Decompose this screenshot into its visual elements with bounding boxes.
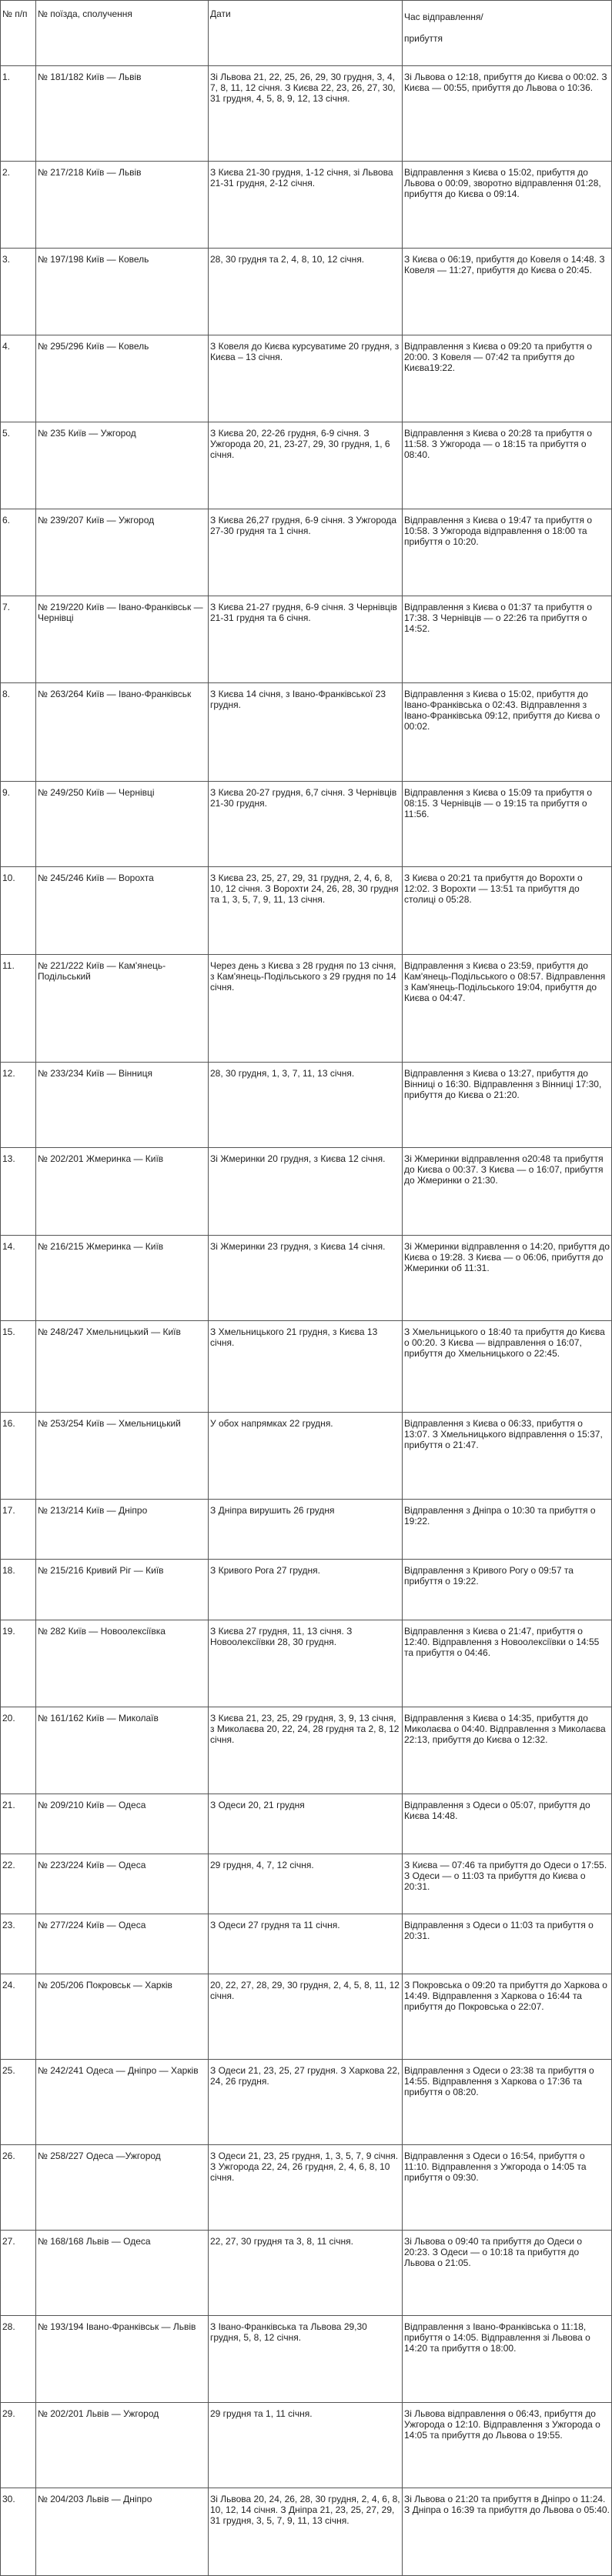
cell-time: Відправлення з Кривого Рогу о 09:57 та прибуття о 19:22. — [403, 1560, 612, 1620]
cell-time: Відправлення з Києва о 15:02, прибуття до Львова о 00:09, зворотно відправлення 01:28, прибуття до Києва о 09:14. — [403, 162, 612, 249]
table-row — [1, 66, 612, 162]
cell-time: Зі Львова відправлення о 06:43, прибуття до Ужгорода о 12:10. Відправлення з Ужгорода о 14:05 та прибуття до Львова о 19:55. — [403, 2403, 612, 2488]
table-row — [1, 782, 612, 867]
cell-train: № 239/207 Київ — Ужгород — [36, 509, 209, 596]
cell-time: Відправлення з Києва о 23:59, прибуття до Кам'янець-Подільського о 08:57. Відправлення з Кам'янець-Подільського 19:04, прибуття до Києва о 04:47. — [403, 955, 612, 1063]
cell-num: 5. — [1, 422, 36, 509]
cell-time: Відправлення з Києва о 15:02, прибуття до Івано-Франківська о 02:43. Відправлення з Івано-Франківська 09:12, прибуття до Києва о 00:02. — [403, 683, 612, 782]
cell-num: 13. — [1, 1148, 36, 1236]
cell-dates: Зі Жмеринки 23 грудня, з Києва 14 січня. — [209, 1236, 403, 1321]
cell-num: 8. — [1, 683, 36, 782]
cell-num: 11. — [1, 955, 36, 1063]
cell-train: № 217/218 Київ — Львів — [36, 162, 209, 249]
cell-train: № 282 Київ — Новоолексіївка — [36, 1620, 209, 1707]
cell-train: № 248/247 Хмельницький — Київ — [36, 1321, 209, 1413]
cell-dates: З Києва 27 грудня, 11, 13 січня. З Новоолексіївки 28, 30 грудня. — [209, 1620, 403, 1707]
cell-time: Відправлення з Одеси о 05:07, прибуття до Києва 14:48. — [403, 1794, 612, 1854]
cell-train: № 209/210 Київ — Одеса — [36, 1794, 209, 1854]
cell-time: Зі Львова о 12:18, прибуття до Києва о 00:02. З Києва — 00:55, прибуття до Львова о 10:36. — [403, 66, 612, 162]
cell-time: Відправлення з Києва о 13:27, прибуття до Вінниці о 16:30. Відправлення з Вінниці 17:30, прибуття до Києва о 21:20. — [403, 1063, 612, 1148]
cell-dates: 29 грудня, 4, 7, 12 січня. — [209, 1854, 403, 1914]
header-time-line2: прибуття — [404, 33, 443, 44]
table-row — [1, 1148, 612, 1236]
cell-dates: З Києва 21-30 грудня, 1-12 січня, зі Львова 21-31 грудня, 2-12 січня. — [209, 162, 403, 249]
table-row — [1, 955, 612, 1063]
cell-time: Зі Жмеринки відправлення о20:48 та прибуття до Києва о 00:37. З Києва — о 16:07, прибуття до Жмеринки о 21:30. — [403, 1148, 612, 1236]
cell-num: 2. — [1, 162, 36, 249]
table-row — [1, 1413, 612, 1500]
table-row — [1, 2488, 612, 2576]
cell-num: 30. — [1, 2488, 36, 2576]
cell-time: Відправлення з Києва о 20:28 та прибуття о 11:58. З Ужгорода — о 18:15 та прибуття о 08:40. — [403, 422, 612, 509]
cell-train: № 223/224 Київ — Одеса — [36, 1854, 209, 1914]
cell-dates: Зі Жмеринки 20 грудня, з Києва 12 січня. — [209, 1148, 403, 1236]
cell-train: № 249/250 Київ — Чернівці — [36, 782, 209, 867]
cell-time: Відправлення з Києва о 19:47 та прибуття о 10:58. З Ужгорода відправлення о 18:00 та прибуття о 10:20. — [403, 509, 612, 596]
cell-num: 29. — [1, 2403, 36, 2488]
cell-train: № 258/227 Одеса —Ужгород — [36, 2145, 209, 2231]
cell-train: № 161/162 Київ — Миколаїв — [36, 1707, 209, 1794]
cell-num: 15. — [1, 1321, 36, 1413]
cell-train: № 295/296 Київ — Ковель — [36, 335, 209, 422]
cell-dates: З Одеси 21, 23, 25, 27 грудня. З Харкова 22, 24, 26 грудня. — [209, 2060, 403, 2145]
table-row — [1, 249, 612, 335]
table-row — [1, 683, 612, 782]
cell-num: 18. — [1, 1560, 36, 1620]
cell-dates: З Одеси 21, 23, 25 грудня, 1, 3, 5, 7, 9 січня. З Ужгорода 22, 24, 26 грудня, 2, 4, 6, 8, 10 січня. — [209, 2145, 403, 2231]
table-row — [1, 867, 612, 955]
cell-num: 10. — [1, 867, 36, 955]
cell-train: № 215/216 Кривий Ріг — Київ — [36, 1560, 209, 1620]
cell-dates: З Києва 21-27 грудня, 6-9 січня. З Чернівців 21-31 грудня та 6 січня. — [209, 596, 403, 683]
cell-num: 12. — [1, 1063, 36, 1148]
header-time — [403, 1, 612, 66]
table-row — [1, 2145, 612, 2231]
cell-train: № 277/224 Київ — Одеса — [36, 1914, 209, 1974]
cell-dates: З Одеси 20, 21 грудня — [209, 1794, 403, 1854]
table-row — [1, 1707, 612, 1794]
cell-dates: 22, 27, 30 грудня та 3, 8, 11 січня. — [209, 2231, 403, 2316]
cell-num: 16. — [1, 1413, 36, 1500]
table-row — [1, 2403, 612, 2488]
cell-dates: З Одеси 27 грудня та 11 січня. — [209, 1914, 403, 1974]
header-dates: Дати — [209, 1, 403, 66]
cell-train: № 202/201 Жмеринка — Київ — [36, 1148, 209, 1236]
cell-train: № 219/220 Київ — Івано-Франківськ — Чернівці — [36, 596, 209, 683]
cell-num: 1. — [1, 66, 36, 162]
cell-time: Відправлення з Києва о 06:33, прибуття о 13:07. З Хмельницького відправлення о 15:37, прибуття о 21:47. — [403, 1413, 612, 1500]
table-row — [1, 162, 612, 249]
cell-dates: Зі Львова 20, 24, 26, 28, 30 грудня, 2, 4, 6, 8, 10, 12, 14 січня. З Дніпра 21, 23, 25, 27, 29, 31 грудня, 3, 5, 7, 9, 11, 13 січня. — [209, 2488, 403, 2576]
cell-time: Зі Жмеринки відправлення о 14:20, прибуття до Києва о 19:28. З Києва — о 06:06, прибуття до Жмеринки об 11:31. — [403, 1236, 612, 1321]
table-row — [1, 509, 612, 596]
cell-time: Відправлення з Дніпра о 10:30 та прибуття о 19:22. — [403, 1500, 612, 1560]
cell-dates: З Києва 21, 23, 25, 29 грудня, 3, 9, 13 січня, з Миколаєва 20, 22, 24, 28 грудня та 2, 8, 12 січня. — [209, 1707, 403, 1794]
cell-dates: З Києва 20-27 грудня, 6,7 січня. З Чернівців 21-30 грудня. — [209, 782, 403, 867]
cell-train: № 245/246 Київ — Ворохта — [36, 867, 209, 955]
cell-train: № 205/206 Покровськ — Харків — [36, 1974, 209, 2060]
cell-time: Зі Львова о 09:40 та прибуття до Одеси о 20:23. З Одеси — о 10:18 та прибуття до Львова о 21:05. — [403, 2231, 612, 2316]
header-time-line1: Час відправлення/ — [404, 12, 483, 22]
cell-time: Відправлення з Одеси о 16:54, прибуття о 11:10. Відправлення з Ужгорода о 14:05 та прибуття о 09:30. — [403, 2145, 612, 2231]
cell-train: № 181/182 Київ — Львів — [36, 66, 209, 162]
cell-time: Відправлення з Києва о 01:37 та прибуття о 17:38. З Чернівців — о 22:26 та прибуття о 14:52. — [403, 596, 612, 683]
cell-num: 3. — [1, 249, 36, 335]
cell-time: Відправлення з Одеси о 23:38 та прибуття о 14:55. Відправлення з Харкова о 17:36 та прибуття о 08:20. — [403, 2060, 612, 2145]
cell-num: 28. — [1, 2316, 36, 2403]
cell-time: Відправлення з Києва о 21:47, прибуття о 12:40. Відправлення з Новоолексіївки о 14:55 та прибуття о 04:46. — [403, 1620, 612, 1707]
cell-num: 23. — [1, 1914, 36, 1974]
cell-train: № 253/254 Київ — Хмельницький — [36, 1413, 209, 1500]
header-num: № п/п — [1, 1, 36, 66]
table-row — [1, 2231, 612, 2316]
cell-num: 24. — [1, 1974, 36, 2060]
cell-dates: З Хмельницького 21 грудня, з Києва 13 січня. — [209, 1321, 403, 1413]
cell-time: Відправлення з Івано-Франківська о 11:18, прибуття о 14:05. Відправлення зі Львова о 14:20 та прибуття о 18:00. — [403, 2316, 612, 2403]
table-row — [1, 335, 612, 422]
table-row — [1, 1620, 612, 1707]
cell-train: № 235 Київ — Ужгород — [36, 422, 209, 509]
table-row — [1, 596, 612, 683]
cell-num: 17. — [1, 1500, 36, 1560]
cell-dates: 28, 30 грудня, 1, 3, 7, 11, 13 січня. — [209, 1063, 403, 1148]
cell-num: 14. — [1, 1236, 36, 1321]
cell-dates: Через день з Києва з 28 грудня по 13 січня, з Кам'янець-Подільського з 29 грудня по 14 січня. — [209, 955, 403, 1063]
cell-time: Відправлення з Києва о 15:09 та прибуття о 08:15. З Чернівців — о 19:15 та прибуття о 11:56. — [403, 782, 612, 867]
table-row — [1, 1974, 612, 2060]
table-row — [1, 1063, 612, 1148]
table-row — [1, 1914, 612, 1974]
cell-dates: З Кривого Рога 27 грудня. — [209, 1560, 403, 1620]
cell-dates: З Києва 14 січня, з Івано-Франківської 23 грудня. — [209, 683, 403, 782]
cell-dates: З Києва 20, 22-26 грудня, 6-9 січня. З Ужгорода 20, 21, 23-27, 29, 30 грудня, 1, 6 січня. — [209, 422, 403, 509]
cell-dates: З Києва 23, 25, 27, 29, 31 грудня, 2, 4, 6, 8, 10, 12 січня. З Ворохти 24, 26, 28, 30 грудня та 1, 3, 5, 7, 9, 11, 13 січня. — [209, 867, 403, 955]
cell-time: Відправлення з Одеси о 11:03 та прибуття о 20:31. — [403, 1914, 612, 1974]
cell-train: № 168/168 Львів — Одеса — [36, 2231, 209, 2316]
table-body — [1, 66, 612, 2576]
table-row — [1, 1794, 612, 1854]
table-row — [1, 1560, 612, 1620]
cell-num: 6. — [1, 509, 36, 596]
table-row — [1, 1854, 612, 1914]
table-row — [1, 1321, 612, 1413]
cell-time: З Покровська о 09:20 та прибуття до Харкова о 14:49. Відправлення з Харкова о 16:44 та прибуття до Покровська о 22:07. — [403, 1974, 612, 2060]
cell-train: № 213/214 Київ — Дніпро — [36, 1500, 209, 1560]
header-row — [1, 1, 612, 66]
cell-train: № 193/194 Івано-Франківськ — Львів — [36, 2316, 209, 2403]
cell-train: № 216/215 Жмеринка — Київ — [36, 1236, 209, 1321]
cell-time: З Києва — 07:46 та прибуття до Одеси о 17:55. З Одеси — о 11:03 та прибуття до Києва о 20:31. — [403, 1854, 612, 1914]
cell-time: Відправлення з Києва о 14:35, прибуття до Миколаєва о 04:40. Відправлення з Миколаєва 22:13, прибуття до Києва о 12:32. — [403, 1707, 612, 1794]
cell-dates: З Києва 26,27 грудня, 6-9 січня. З Ужгорода 27-30 грудня та 1 січня. — [209, 509, 403, 596]
cell-dates: З Івано-Франківська та Львова 29,30 грудня, 5, 8, 12 січня. — [209, 2316, 403, 2403]
cell-time: Зі Львова о 21:20 та прибуття в Дніпро о 11:24. З Дніпра о 16:39 та прибуття до Львова о 05:40. — [403, 2488, 612, 2576]
cell-num: 22. — [1, 1854, 36, 1914]
cell-dates: 28, 30 грудня та 2, 4, 8, 10, 12 січня. — [209, 249, 403, 335]
cell-train: № 263/264 Київ — Івано-Франківськ — [36, 683, 209, 782]
cell-train: № 221/222 Київ — Кам'янець-Подільський — [36, 955, 209, 1063]
cell-dates: 20, 22, 27, 28, 29, 30 грудня, 2, 4, 5, 8, 11, 12 січня. — [209, 1974, 403, 2060]
cell-train: № 197/198 Київ — Ковель — [36, 249, 209, 335]
cell-time: З Хмельницького о 18:40 та прибуття до Києва о 00:20. З Києва — відправлення о 16:07, прибуття до Хмельницького о 22:45. — [403, 1321, 612, 1413]
cell-time: Відправлення з Києва о 09:20 та прибуття о 20:00. З Ковеля — 07:42 та прибуття до Києва19:22. — [403, 335, 612, 422]
cell-num: 9. — [1, 782, 36, 867]
table-row — [1, 2316, 612, 2403]
cell-dates: З Ковеля до Києва курсуватиме 20 грудня, з Києва – 13 січня. — [209, 335, 403, 422]
cell-time: З Києва о 06:19, прибуття до Ковеля о 14:48. З Ковеля — 11:27, прибуття до Києва о 20:45. — [403, 249, 612, 335]
header-train: № поїзда, сполучення — [36, 1, 209, 66]
cell-train: № 202/201 Львів — Ужгород — [36, 2403, 209, 2488]
table-row — [1, 2060, 612, 2145]
cell-dates: У обох напрямках 22 грудня. — [209, 1413, 403, 1500]
cell-num: 7. — [1, 596, 36, 683]
cell-num: 25. — [1, 2060, 36, 2145]
cell-dates: 29 грудня та 1, 11 січня. — [209, 2403, 403, 2488]
cell-num: 4. — [1, 335, 36, 422]
table-row — [1, 1236, 612, 1321]
cell-train: № 233/234 Київ — Вінниця — [36, 1063, 209, 1148]
table-row — [1, 422, 612, 509]
table-row — [1, 1500, 612, 1560]
cell-num: 21. — [1, 1794, 36, 1854]
cell-num: 27. — [1, 2231, 36, 2316]
cell-dates: Зі Львова 21, 22, 25, 26, 29, 30 грудня, 3, 4, 7, 8, 11, 12 січня. З Києва 22, 23, 26, 27, 30, 31 грудня, 4, 5, 8, 9, 12, 13 січня. — [209, 66, 403, 162]
cell-num: 26. — [1, 2145, 36, 2231]
cell-train: № 242/241 Одеса — Дніпро — Харків — [36, 2060, 209, 2145]
cell-dates: З Дніпра вирушить 26 грудня — [209, 1500, 403, 1560]
cell-num: 19. — [1, 1620, 36, 1707]
cell-train: № 204/203 Львів — Дніпро — [36, 2488, 209, 2576]
cell-time: З Києва о 20:21 та прибуття до Ворохти о 12:02. З Ворохти — 13:51 та прибуття до столиці о 05:28. — [403, 867, 612, 955]
cell-num: 20. — [1, 1707, 36, 1794]
